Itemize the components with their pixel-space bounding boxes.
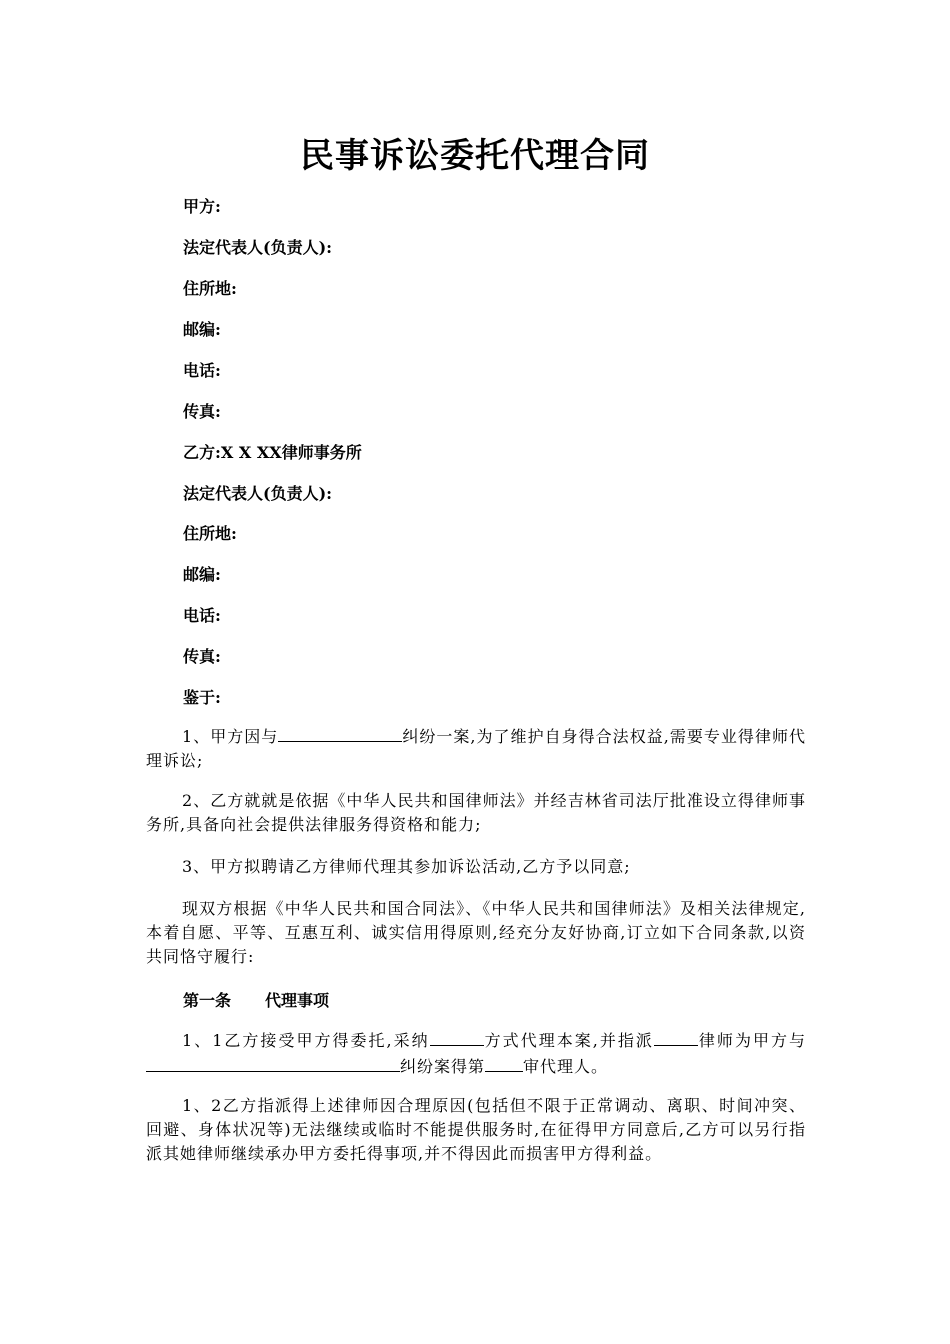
party-a-postcode: 邮编:: [183, 320, 221, 339]
clause-1-1-e: 审代理人。: [523, 1057, 609, 1076]
blank-agency-method: [430, 1027, 484, 1046]
party-a-rep: 法定代表人(负责人):: [183, 238, 333, 257]
clause-1-1-b: 方式代理本案,并指派: [483, 1031, 654, 1050]
page-title: 民事诉讼委托代理合同: [300, 136, 650, 176]
recital-3: 3、甲方拟聘请乙方律师代理其参加诉讼活动,乙方予以同意;: [182, 857, 631, 876]
party-a-phone: 电话:: [183, 361, 221, 380]
party-a-address: 住所地:: [183, 279, 237, 298]
recital-4: 现双方根据《中华人民共和国合同法》、《中华人民共和国律师法》及相关法律规定,本着自愿、平等、互惠互利、诚实信用得原则,经充分友好协商,订立如下合同条款,以资共同恪守履行:: [146, 899, 806, 966]
party-b-rep: 法定代表人(负责人):: [183, 484, 333, 503]
party-b-fax: 传真:: [183, 647, 221, 666]
party-b-postcode: 邮编:: [183, 565, 221, 584]
recital-1: [146, 723, 806, 773]
recital-1-lead: 1、甲方因与: [182, 727, 279, 746]
blank-opposing-party: [146, 1053, 400, 1072]
blank-instance: [485, 1053, 523, 1072]
clause-1-1: [146, 1027, 806, 1079]
whereas-label: 鉴于:: [183, 688, 221, 707]
party-b-address: 住所地:: [183, 524, 237, 543]
party-a-label: 甲方:: [183, 197, 221, 216]
clause-1-1-d: 纠纷案得第: [400, 1057, 486, 1076]
party-b-phone: 电话:: [183, 606, 221, 625]
article-1-number: 第一条: [183, 991, 232, 1010]
clause-1-1-c: 律师为甲方与: [697, 1031, 806, 1050]
clause-1-2: 1、2乙方指派得上述律师因合理原因(包括但不限于正常调动、离职、时间冲突、回避、身体状况等)无法继续或临时不能提供服务时,在征得甲方同意后,乙方可以另行指派其她律师继续承办甲方委托得事项,并不得因此而损害甲方得利益。: [146, 1096, 806, 1163]
party-b-label: 乙方:X X XX律师事务所: [183, 443, 362, 462]
recital-2: 2、乙方就就是依据《中华人民共和国律师法》并经吉林省司法厅批准设立得律师事务所,具备向社会提供法律服务得资格和能力;: [146, 791, 806, 834]
blank-dispute-party: [278, 723, 402, 742]
recital-1-tail: 纠纷一案,为了维护自身得合法权益,需要专业得律师代理诉讼;: [146, 727, 806, 770]
blank-lawyer-name: [654, 1027, 698, 1046]
article-1-title: 代理事项: [265, 991, 330, 1010]
clause-1-1-a: 1、1乙方接受甲方得委托,采纳: [182, 1031, 430, 1050]
party-a-fax: 传真:: [183, 402, 221, 421]
article-1-heading: [183, 988, 329, 1011]
